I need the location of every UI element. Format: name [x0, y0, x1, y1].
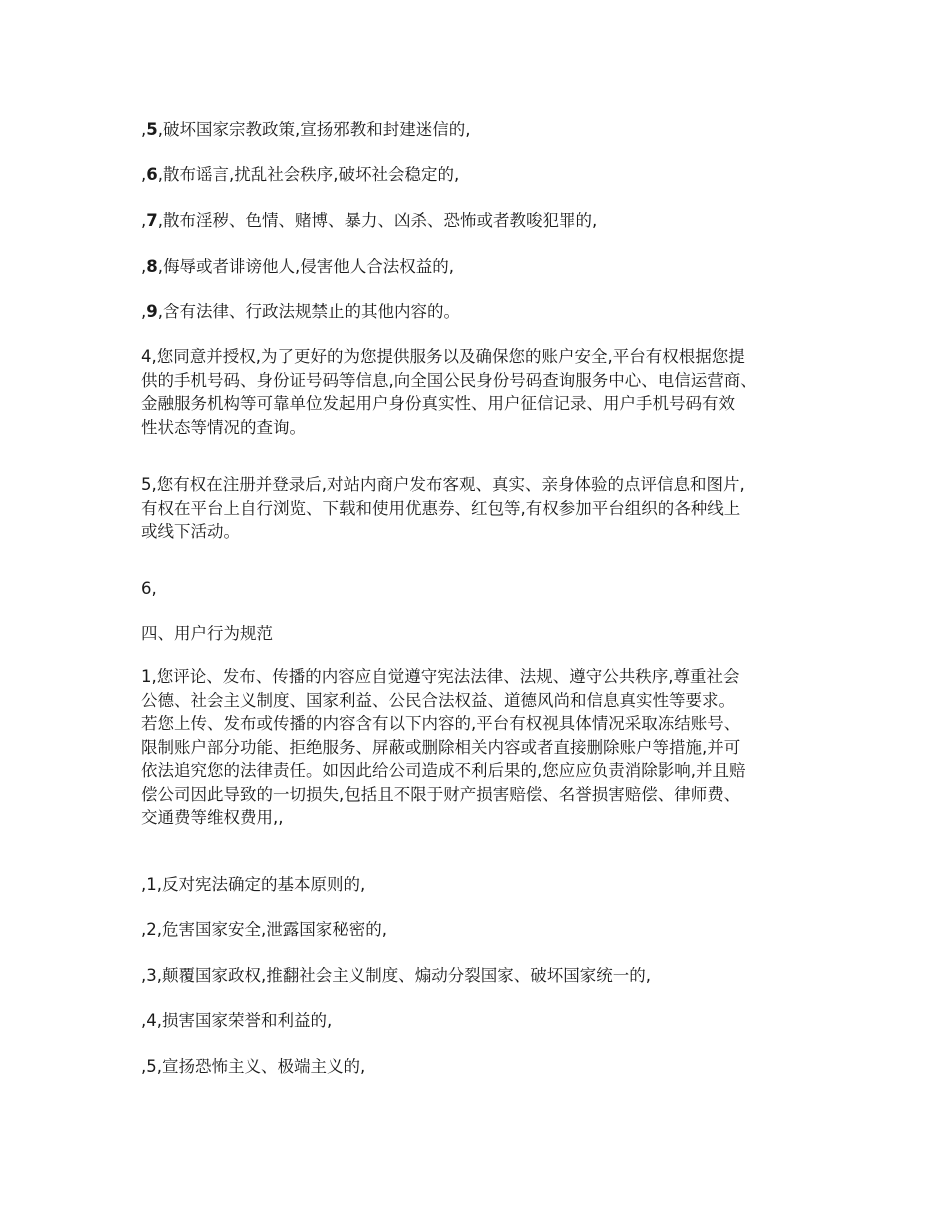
paragraph-authorization — [141, 345, 821, 439]
text-line: ,5,宣扬恐怖主义、极端主义的, — [141, 1057, 366, 1076]
text-line: 公德、社会主义制度、国家利益、公民合法权益、道德风尚和信息真实性等要求。 — [141, 690, 735, 710]
text-line: ,2,危害国家安全,泄露国家秘密的, — [141, 920, 387, 939]
text-line: 交通费等维权费用,, — [141, 808, 284, 827]
text-line: ,4,损害国家荣誉和利益的, — [141, 1011, 333, 1030]
list-item-7: ,7,散布淫秽、色情、赌博、暴力、凶杀、恐怖或者教唆犯罪的, — [141, 211, 598, 230]
text-line: 5,您有权在注册并登录后,对站内商户发布客观、真实、亲身体验的点评信息和图片, — [141, 475, 745, 494]
sub-item-5 — [141, 1055, 821, 1079]
paragraph-conduct-rules — [141, 665, 821, 830]
text-line: 若您上传、发布或传播的内容含有以下内容的,平台有权视具体情况采取冻结账号、 — [141, 714, 741, 733]
sub-item-4 — [141, 1009, 821, 1033]
sub-item-1 — [141, 873, 821, 897]
text-line: 4,您同意并授权,为了更好的为您提供服务以及确保您的账户安全,平台有权根据您提 — [141, 347, 745, 366]
paragraph-item-6 — [141, 577, 821, 601]
text-line: 偿公司因此导致的一切损失,包括且不限于财产损害赔偿、名誉损害赔偿、律师费、 — [141, 784, 741, 804]
heading-text: 四、用户行为规范 — [141, 624, 273, 643]
text-line: 性状态等情况的查询。 — [141, 417, 306, 437]
list-item-6: ,6,散布谣言,扰乱社会秩序,破坏社会稳定的, — [141, 165, 460, 184]
sub-item-2 — [141, 918, 821, 942]
paragraph-user-rights — [141, 473, 821, 544]
sub-item-3 — [141, 964, 821, 988]
text-line: 6, — [141, 579, 157, 598]
text-line: 依法追究您的法律责任。如因此给公司造成不利后果的,您应应负责消除影响,并且赔 — [141, 761, 746, 780]
text-line: 限制账户部分功能、拒绝服务、屏蔽或删除相关内容或者直接删除账户等措施,并可 — [141, 737, 741, 757]
text-line: 或线下活动。 — [141, 522, 240, 541]
text-line: 金融服务机构等可靠单位发起用户身份真实性、用户征信记录、用户手机号码有效 — [141, 394, 735, 413]
text-line: 供的手机号码、身份证号码等信息,向全国公民身份号码查询服务中心、电信运营商、 — [141, 370, 757, 390]
text-line: ,3,颠覆国家政权,推翻社会主义制度、煽动分裂国家、破坏国家统一的, — [141, 966, 651, 985]
section-heading-user-conduct — [141, 622, 821, 646]
list-item-5: ,5,破坏国家宗教政策,宣扬邪教和封建迷信的, — [141, 120, 471, 139]
text-line: 有权在平台上自行浏览、下载和使用优惠券、红包等,有权参加平台组织的各种线上 — [141, 498, 741, 518]
text-line: ,1,反对宪法确定的基本原则的, — [141, 875, 366, 894]
text-line: 1,您评论、发布、传播的内容应自觉遵守宪法法律、法规、遵守公共秩序,尊重社会 — [141, 667, 740, 686]
list-item-8: ,8,侮辱或者诽谤他人,侵害他人合法权益的, — [141, 257, 454, 276]
list-item-9: ,9,含有法律、行政法规禁止的其他内容的。 — [141, 302, 460, 321]
